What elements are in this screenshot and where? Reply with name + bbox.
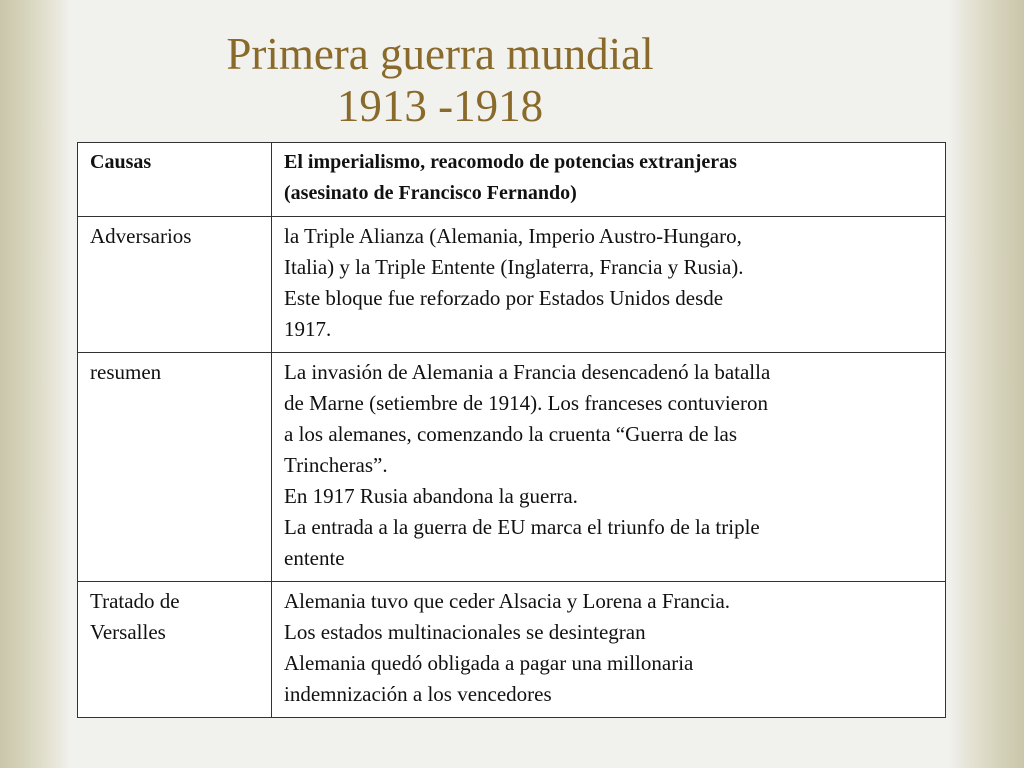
row-content (272, 353, 946, 582)
content-line: Los estados multinacionales se desintegran (284, 620, 646, 644)
content-line: indemnización a los vencedores (284, 682, 552, 706)
content-line: La entrada a la guerra de EU marca el triunfo de la triple (284, 515, 760, 539)
content-line: Trincheras”. (284, 453, 388, 477)
content-line: (asesinato de Francisco Fernando) (284, 182, 577, 204)
content-line: la Triple Alianza (Alemania, Imperio Austro-Hungaro, (284, 224, 742, 248)
content-line: entente (284, 546, 345, 570)
table-row-adversarios (78, 217, 946, 353)
table-row-resumen (78, 353, 946, 582)
row-content (272, 217, 946, 353)
title-line-2: 1913 -1918 (336, 81, 544, 131)
label-line: Tratado de (90, 589, 180, 613)
content-line: En 1917 Rusia abandona la guerra. (284, 484, 578, 508)
table-row-tratado (78, 582, 946, 718)
summary-table (77, 142, 946, 718)
content-line: a los alemanes, comenzando la cruenta “Guerra de las (284, 422, 738, 446)
content-line: Este bloque fue reforzado por Estados Unidos desde (284, 286, 724, 310)
row-content (272, 143, 946, 217)
slide-title (150, 28, 730, 132)
content-line: Alemania quedó obligada a pagar una millonaria (284, 651, 694, 675)
content-line: Italia) y la Triple Entente (Inglaterra, Francia y Rusia). (284, 255, 744, 279)
row-label: Causas (78, 143, 272, 217)
content-line: La invasión de Alemania a Francia desencadenó la batalla (284, 360, 771, 384)
table-row-causas (78, 143, 946, 217)
row-content (272, 582, 946, 718)
title-line-1: Primera guerra mundial (226, 29, 654, 79)
row-label: resumen (78, 353, 272, 582)
row-label: Adversarios (78, 217, 272, 353)
content-line: Alemania tuvo que ceder Alsacia y Lorena a Francia. (284, 589, 731, 613)
content-line: El imperialismo, reacomodo de potencias extranjeras (284, 151, 737, 173)
content-line: de Marne (setiembre de 1914). Los franceses contuvieron (284, 391, 768, 415)
label-line: Versalles (90, 620, 166, 644)
row-label (78, 582, 272, 718)
content-line: 1917. (284, 317, 332, 341)
